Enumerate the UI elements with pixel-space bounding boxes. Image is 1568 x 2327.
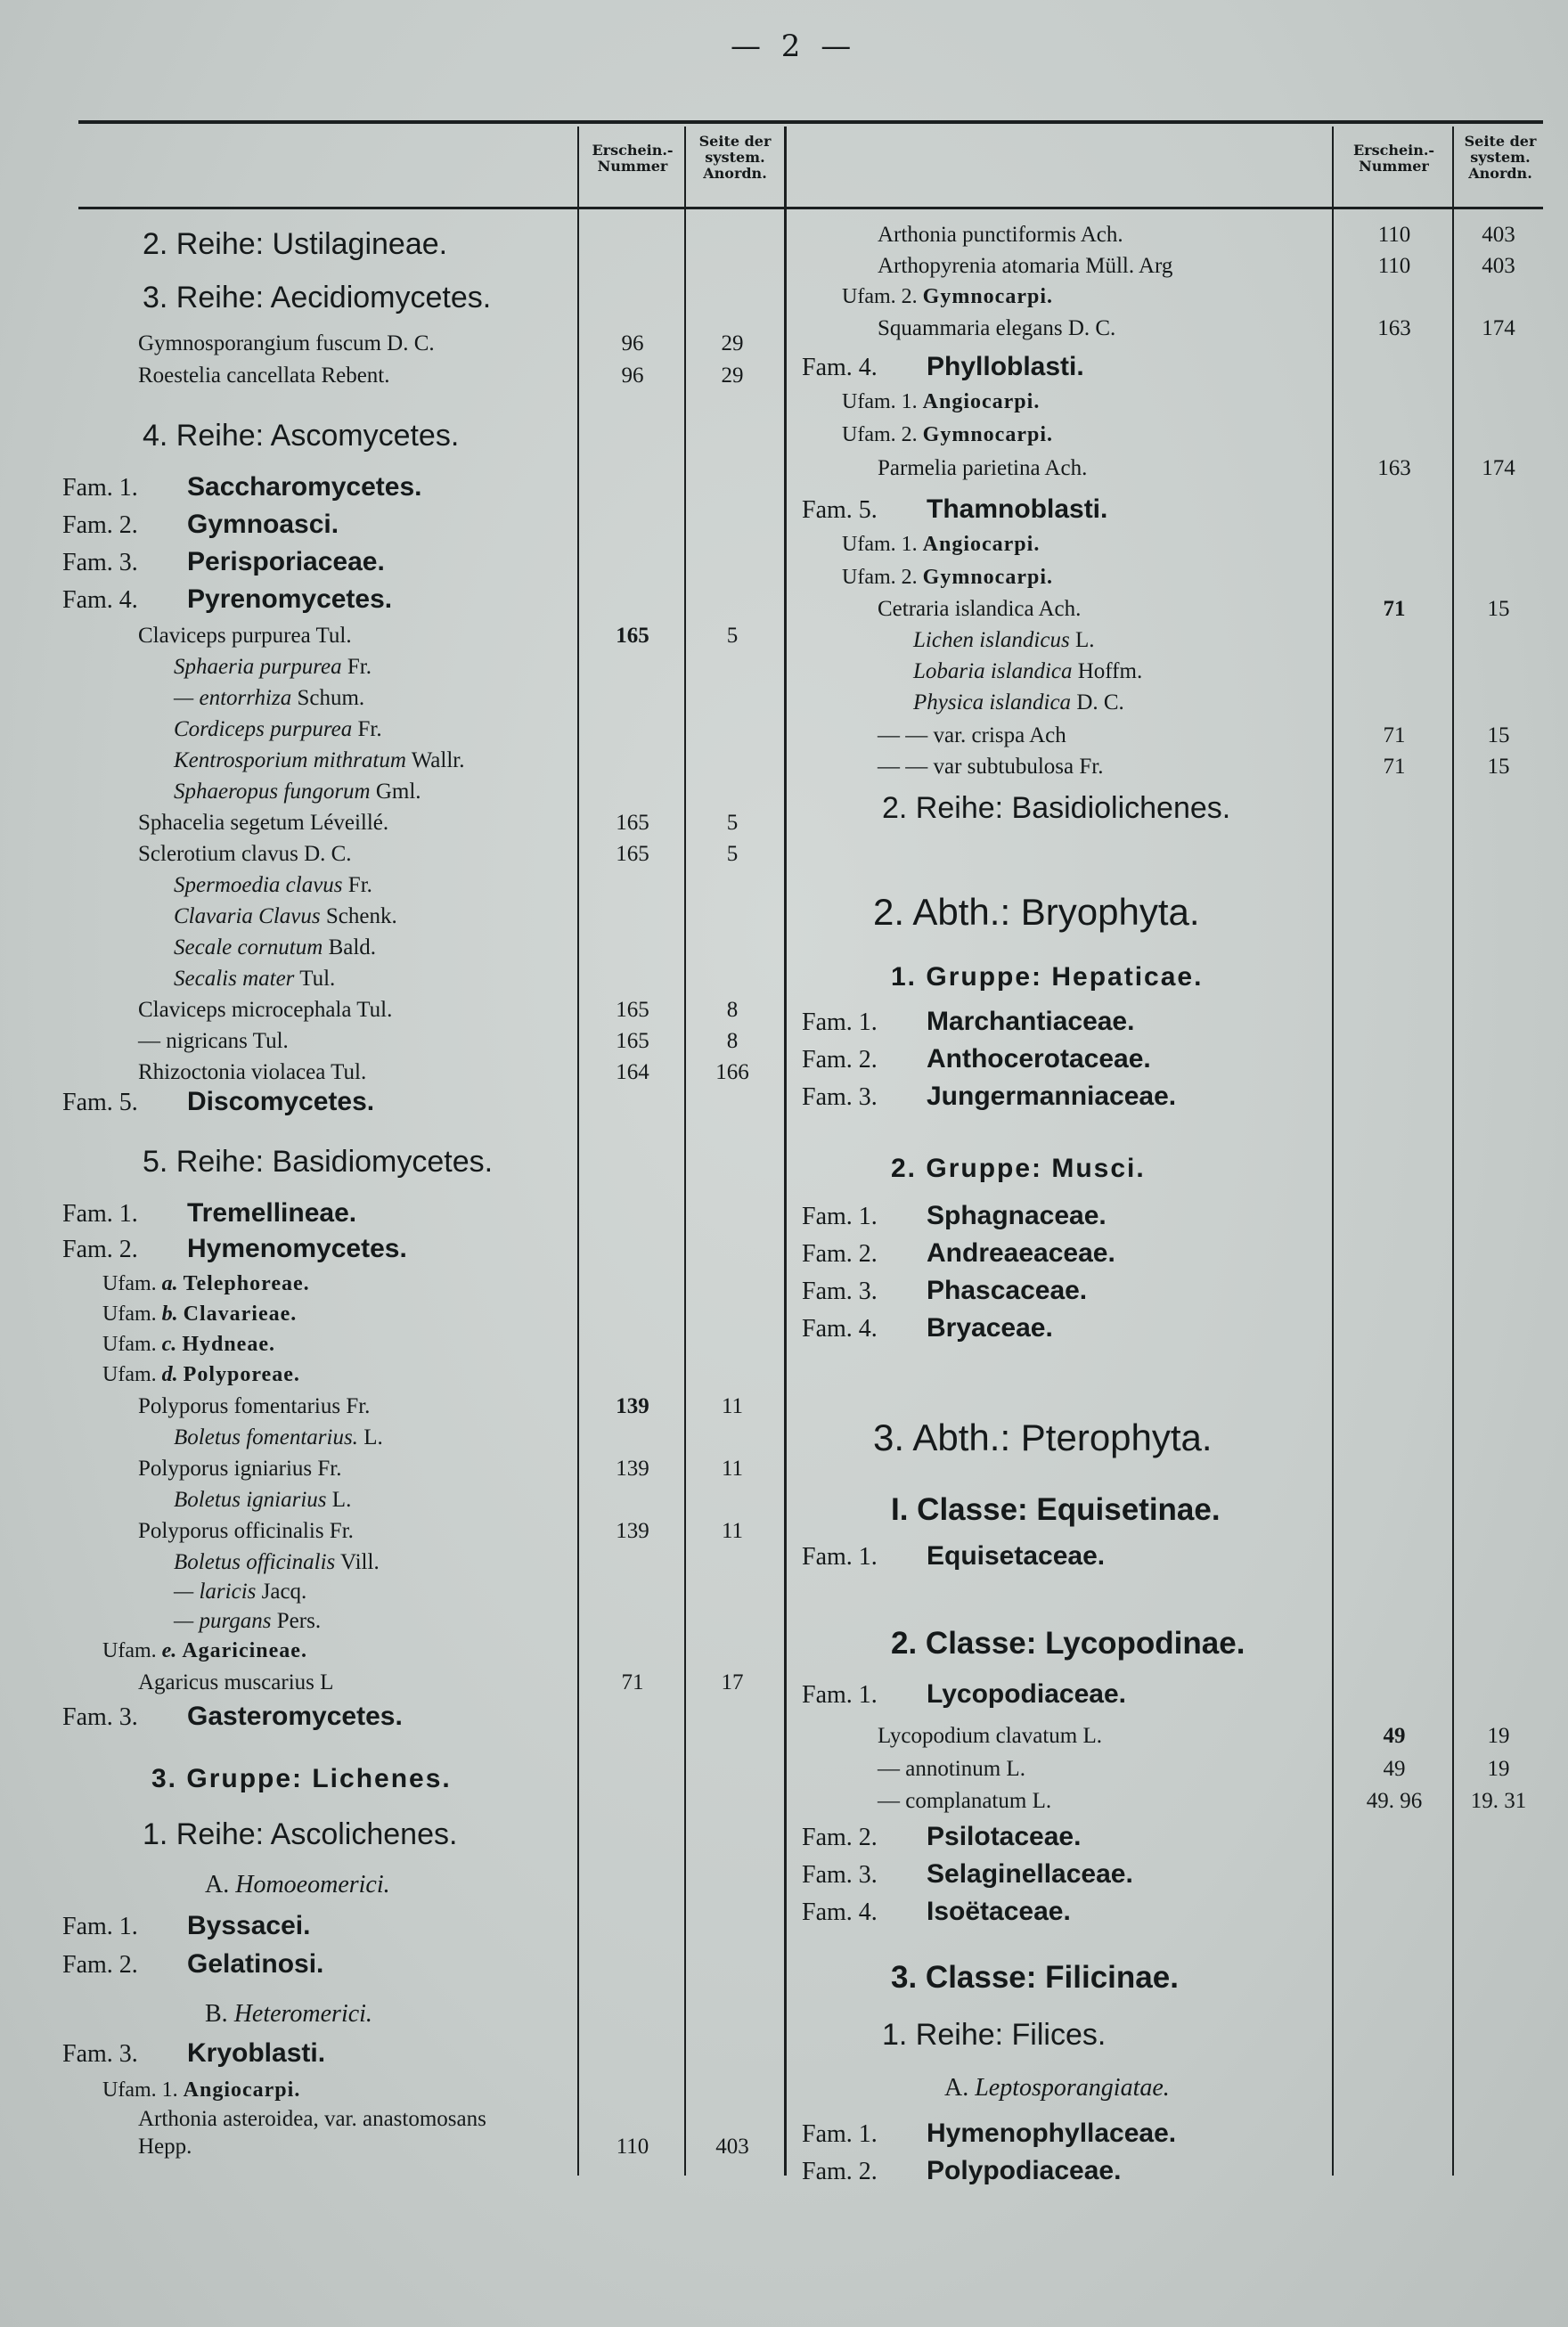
species-entry: Claviceps microcephala Tul.: [138, 998, 393, 1022]
family-name: Gasteromycetes.: [187, 1702, 403, 1731]
subfamily-entry: [842, 566, 1053, 590]
synonym-author: Bald.: [323, 935, 377, 959]
species-entry: — annotinum L.: [878, 1757, 1025, 1781]
synonym-name: Boletus fomentarius.: [174, 1425, 358, 1449]
reihe-heading: 1. Reihe: Filices.: [882, 2018, 1107, 2052]
synonym-name: Cordiceps purpurea: [174, 717, 353, 741]
seite-system-anordnung: 5: [726, 624, 739, 648]
species-entry: Lycopodium clavatum L.: [878, 1724, 1103, 1748]
subfamily-letter: e.: [161, 1639, 183, 1662]
erschein-nummer: 96: [621, 331, 644, 355]
erschein-nummer: 71: [1383, 723, 1406, 747]
synonym-author: Tul.: [294, 967, 336, 991]
species-entry: Sclerotium clavus D. C.: [138, 842, 352, 866]
family-entry: [62, 1949, 323, 1980]
erschein-nummer: 163: [1377, 456, 1411, 480]
col-divider-left-num: [577, 127, 579, 2176]
subfamily-entry: [842, 533, 1040, 557]
family-number: Fam. 1.: [802, 1203, 878, 1230]
reihe-heading: 3. Reihe: Aecidiomycetes.: [143, 281, 492, 314]
synonym-name: Secalis mater: [174, 967, 295, 991]
synonym-entry: [174, 935, 376, 960]
family-name: Bryaceae.: [927, 1313, 1053, 1343]
subfamily-entry: [842, 423, 1053, 447]
synonym-name: Sphaeropus fungorum: [174, 780, 371, 804]
synonym-entry: [174, 1488, 351, 1513]
erschein-nummer: 139: [616, 1394, 649, 1418]
family-number: Fam. 2.: [802, 1824, 878, 1851]
family-number: Fam. 3.: [802, 1083, 878, 1111]
synonym-entry: [174, 1550, 380, 1575]
seite-system-anordnung: 17: [721, 1670, 744, 1694]
page-number: — 2 —: [731, 29, 857, 64]
family-entry: [802, 1082, 1176, 1112]
subfamily-entry: [102, 1333, 275, 1357]
division-name: Homoeomerici.: [235, 1871, 390, 1898]
family-entry: [62, 1702, 403, 1732]
seite-system-anordnung: 403: [1482, 223, 1515, 247]
family-number: Fam. 4.: [802, 1315, 878, 1343]
family-entry: [802, 494, 1107, 525]
synonym-author: Fr.: [352, 717, 382, 741]
synonym-name: Spermoedia clavus: [174, 873, 343, 897]
family-name: Anthocerotaceae.: [927, 1044, 1151, 1074]
erschein-nummer: 165: [616, 1029, 649, 1053]
reihe-heading: 4. Reihe: Ascomycetes.: [143, 419, 460, 453]
synonym-entry: [174, 1580, 306, 1604]
subfamily-entry: [102, 2078, 300, 2102]
family-entry: [802, 352, 1084, 382]
species-entry: Polyporus fomentarius Fr.: [138, 1394, 371, 1418]
species-entry: Arthopyrenia atomaria Müll. Arg: [878, 254, 1173, 278]
synonym-author: Fr.: [342, 873, 372, 897]
synonym-name: Clavaria Clavus: [174, 904, 321, 928]
family-number: Fam. 2.: [802, 1046, 878, 1074]
family-entry: [802, 1679, 1126, 1710]
seite-system-anordnung: 403: [715, 2135, 749, 2159]
seite-system-anordnung: 8: [726, 1029, 739, 1053]
header-erschein-left: Erschein.- Nummer: [592, 142, 674, 175]
family-number: Fam. 4.: [802, 354, 878, 381]
family-name: Pyrenomycetes.: [187, 584, 393, 614]
family-entry: [802, 1201, 1107, 1231]
subfamily-prefix: Ufam.: [102, 1302, 162, 1326]
gruppe-heading: 1. Gruppe: Hepaticae.: [891, 962, 1204, 992]
subfamily-prefix: Ufam. 2.: [842, 423, 923, 446]
family-name: Perisporiaceae.: [187, 547, 385, 576]
reihe-heading: 5. Reihe: Basidiomycetes.: [143, 1145, 494, 1179]
seite-system-anordnung: 29: [721, 363, 744, 388]
classe-heading: 3. Classe: Filicinae.: [891, 1960, 1179, 1995]
seite-system-anordnung: 8: [726, 998, 739, 1022]
family-entry: [62, 472, 422, 502]
family-number: Fam. 1.: [802, 2120, 878, 2148]
erschein-nummer: 71: [1383, 755, 1406, 779]
species-entry: — — var subtubulosa Fr.: [878, 755, 1104, 779]
synonym-name: Lobaria islandica: [913, 659, 1073, 683]
subfamily-letter: b.: [161, 1302, 184, 1326]
synonym-name: Boletus igniarius: [174, 1488, 327, 1512]
abteilung-heading: 3. Abth.: Pterophyta.: [873, 1417, 1213, 1458]
division-heading: [205, 2000, 372, 2029]
family-name: Isoëtaceae.: [927, 1897, 1071, 1926]
seite-system-anordnung: 19. 31: [1470, 1789, 1527, 1813]
synonym-entry: [174, 780, 421, 804]
synonym-entry: [174, 1609, 321, 1634]
synonym-author: L.: [1069, 628, 1095, 652]
family-entry: [62, 584, 392, 615]
erschein-nummer: 71: [621, 1670, 644, 1694]
species-entry: Polyporus igniarius Fr.: [138, 1457, 342, 1481]
synonym-entry: [174, 873, 372, 898]
family-entry: [802, 1044, 1151, 1074]
family-name: Hymenophyllaceae.: [927, 2119, 1177, 2148]
family-entry: [802, 1897, 1071, 1927]
species-entry: Polyporus officinalis Fr.: [138, 1519, 354, 1543]
seite-system-anordnung: 19: [1487, 1757, 1510, 1781]
division-letter: B.: [205, 2000, 234, 2028]
family-number: Fam. 2.: [62, 511, 138, 539]
synonym-author: L.: [357, 1425, 383, 1449]
reihe-heading: 2. Reihe: Ustilagineae.: [143, 227, 448, 261]
synonym-author: Schum.: [291, 686, 365, 710]
family-name: Sphagnaceae.: [927, 1201, 1107, 1230]
erschein-nummer: 139: [616, 1519, 649, 1543]
synonym-author: D. C.: [1071, 690, 1124, 714]
synonym-author: Pers.: [271, 1609, 322, 1633]
family-name: Psilotaceae.: [927, 1822, 1082, 1851]
family-entry: [62, 1234, 407, 1264]
subfamily-prefix: Ufam.: [102, 1639, 162, 1662]
seite-system-anordnung: 5: [726, 842, 739, 866]
subfamily-entry: [102, 1363, 300, 1387]
family-entry: [802, 1238, 1115, 1269]
synonym-name: Boletus officinalis: [174, 1550, 336, 1574]
family-entry: [62, 547, 385, 577]
subfamily-prefix: Ufam.: [102, 1333, 162, 1356]
subfamily-prefix: Ufam. 1.: [102, 2078, 184, 2102]
synonym-name: — entorrhiza: [174, 686, 292, 710]
subfamily-name: Agaricineae.: [182, 1639, 307, 1662]
seite-system-anordnung: 11: [721, 1394, 744, 1418]
species-entry: — nigricans Tul.: [138, 1029, 289, 1053]
division-letter: A.: [944, 2074, 976, 2102]
seite-system-anordnung: 11: [721, 1457, 744, 1481]
col-divider-left-page: [684, 127, 686, 2176]
reihe-heading: 1. Reihe: Ascolichenes.: [143, 1817, 458, 1851]
family-number: Fam. 3.: [62, 2040, 138, 2068]
family-number: Fam. 5.: [62, 1089, 138, 1116]
synonym-name: — laricis: [174, 1580, 257, 1604]
col-divider-right-num: [1332, 127, 1334, 2176]
gruppe-heading: 3. Gruppe: Lichenes.: [151, 1764, 452, 1793]
family-number: Fam. 4.: [62, 586, 138, 614]
family-name: Saccharomycetes.: [187, 472, 422, 502]
subfamily-name: Angiocarpi.: [922, 533, 1041, 556]
species-entry: Sphacelia segetum Léveillé.: [138, 811, 389, 835]
erschein-nummer: 96: [621, 363, 644, 388]
subfamily-letter: d.: [161, 1363, 184, 1386]
family-number: Fam. 5.: [802, 496, 878, 524]
species-entry: Arthonia punctiformis Ach.: [878, 223, 1123, 247]
family-number: Fam. 2.: [62, 1951, 138, 1979]
family-entry: [802, 1822, 1081, 1852]
family-number: Fam. 3.: [802, 1861, 878, 1889]
erschein-nummer: 165: [616, 998, 649, 1022]
subfamily-entry: [102, 1639, 307, 1663]
species-entry: Hepp.: [138, 2135, 192, 2159]
erschein-nummer: 110: [1377, 223, 1411, 247]
subfamily-prefix: Ufam. 2.: [842, 566, 923, 589]
synonym-entry: [174, 967, 335, 992]
species-entry: Arthonia asteroidea, var. anastomosans: [138, 2107, 486, 2131]
subfamily-name: Gymnocarpi.: [922, 566, 1053, 589]
family-name: Gelatinosi.: [187, 1949, 324, 1979]
subfamily-name: Angiocarpi.: [183, 2078, 301, 2102]
synonym-entry: [174, 717, 382, 742]
synonym-name: — purgans: [174, 1609, 272, 1633]
species-entry: Claviceps purpurea Tul.: [138, 624, 352, 648]
header-seite-left: Seite der system. Anordn.: [698, 133, 772, 182]
header-seite-right: Seite der system. Anordn.: [1464, 133, 1537, 182]
species-entry: Gymnosporangium fuscum D. C.: [138, 331, 435, 355]
family-number: Fam. 1.: [802, 1008, 878, 1036]
synonym-name: Secale cornutum: [174, 935, 323, 959]
erschein-nummer: 49: [1383, 1757, 1406, 1781]
subfamily-entry: [102, 1302, 297, 1327]
family-entry: [62, 510, 339, 540]
erschein-nummer: 110: [616, 2135, 649, 2159]
subfamily-name: Gymnocarpi.: [922, 423, 1053, 446]
synonym-name: Kentrosporium mithratum: [174, 748, 406, 772]
classe-heading: I. Classe: Equisetinae.: [891, 1492, 1221, 1527]
division-name: Heteromerici.: [233, 2000, 372, 2028]
synonym-entry: [913, 659, 1142, 684]
family-number: Fam. 1.: [62, 474, 138, 502]
synonym-author: Hoffm.: [1072, 659, 1143, 683]
family-number: Fam. 3.: [62, 549, 138, 576]
subfamily-prefix: Ufam. 1.: [842, 390, 923, 413]
family-name: Hymenomycetes.: [187, 1234, 407, 1263]
subfamily-prefix: Ufam. 1.: [842, 533, 923, 556]
species-entry: Agaricus muscarius L: [138, 1670, 334, 1694]
family-name: Lycopodiaceae.: [927, 1679, 1126, 1709]
synonym-author: Wallr.: [405, 748, 465, 772]
family-number: Fam. 2.: [62, 1236, 138, 1263]
seite-system-anordnung: 15: [1487, 723, 1510, 747]
seite-system-anordnung: 174: [1482, 316, 1515, 340]
family-entry: [62, 1087, 374, 1117]
top-rule: [78, 120, 1543, 124]
header-erschein-right: Erschein.- Nummer: [1352, 142, 1435, 175]
erschein-nummer: 71: [1383, 597, 1406, 621]
subfamily-name: Telephoreae.: [183, 1272, 310, 1295]
erschein-nummer: 49. 96: [1366, 1789, 1423, 1813]
erschein-nummer: 49: [1383, 1724, 1406, 1748]
subfamily-entry: [842, 390, 1040, 414]
family-number: Fam. 3.: [802, 1278, 878, 1305]
family-name: Marchantiaceae.: [927, 1007, 1135, 1036]
erschein-nummer: 139: [616, 1457, 649, 1481]
family-entry: [802, 1276, 1087, 1306]
synonym-name: Lichen islandicus: [913, 628, 1070, 652]
synonym-author: Jacq.: [256, 1580, 307, 1604]
division-letter: A.: [205, 1871, 236, 1898]
family-number: Fam. 1.: [802, 1543, 878, 1571]
synonym-author: Schenk.: [320, 904, 397, 928]
synonym-author: Gml.: [370, 780, 421, 804]
seite-system-anordnung: 15: [1487, 755, 1510, 779]
synonym-entry: [174, 686, 364, 711]
family-entry: [802, 1541, 1105, 1572]
subfamily-prefix: Ufam.: [102, 1363, 162, 1386]
species-entry: Squammaria elegans D. C.: [878, 316, 1116, 340]
family-entry: [802, 2119, 1176, 2149]
species-entry: Rhizoctonia violacea Tul.: [138, 1060, 367, 1084]
synonym-entry: [174, 655, 372, 680]
subfamily-name: Hydneae.: [182, 1333, 275, 1356]
synonym-name: Sphaeria purpurea: [174, 655, 342, 679]
erschein-nummer: 165: [616, 624, 649, 648]
subfamily-name: Clavarieae.: [183, 1302, 298, 1326]
family-number: Fam. 1.: [62, 1913, 138, 1940]
seite-system-anordnung: 15: [1487, 597, 1510, 621]
subfamily-name: Polyporeae.: [183, 1363, 300, 1386]
subfamily-entry: [102, 1272, 310, 1296]
species-entry: Roestelia cancellata Rebent.: [138, 363, 390, 388]
family-number: Fam. 2.: [802, 2158, 878, 2185]
family-name: Equisetaceae.: [927, 1541, 1106, 1571]
synonym-entry: [174, 1425, 383, 1450]
family-name: Phascaceae.: [927, 1276, 1088, 1305]
seite-system-anordnung: 5: [726, 811, 739, 835]
family-name: Selaginellaceae.: [927, 1859, 1133, 1889]
family-number: Fam. 1.: [62, 1200, 138, 1228]
synonym-entry: [913, 690, 1124, 715]
seite-system-anordnung: 174: [1482, 456, 1515, 480]
family-number: Fam. 3.: [62, 1703, 138, 1731]
reihe-heading: 2. Reihe: Basidiolichenes.: [882, 791, 1231, 825]
synonym-author: L.: [326, 1488, 352, 1512]
family-name: Jungermanniaceae.: [927, 1082, 1177, 1111]
subfamily-prefix: Ufam. 2.: [842, 285, 923, 308]
classe-heading: 2. Classe: Lycopodinae.: [891, 1626, 1245, 1661]
subfamily-name: Gymnocarpi.: [922, 285, 1053, 308]
erschein-nummer: 110: [1377, 254, 1411, 278]
seite-system-anordnung: 19: [1487, 1724, 1510, 1748]
erschein-nummer: 164: [616, 1060, 649, 1084]
family-entry: [62, 1911, 310, 1941]
subfamily-entry: [842, 285, 1053, 309]
seite-system-anordnung: 11: [721, 1519, 744, 1543]
family-entry: [62, 2038, 325, 2069]
family-entry: [62, 1198, 356, 1229]
abteilung-heading: 2. Abth.: Bryophyta.: [873, 891, 1200, 933]
erschein-nummer: 163: [1377, 316, 1411, 340]
synonym-entry: [174, 748, 464, 773]
division-heading: [205, 1871, 390, 1899]
family-name: Byssacei.: [187, 1911, 311, 1940]
family-name: Polypodiaceae.: [927, 2156, 1122, 2185]
family-name: Thamnoblasti.: [927, 494, 1108, 524]
seite-system-anordnung: 166: [715, 1060, 749, 1084]
subfamily-name: Angiocarpi.: [922, 390, 1041, 413]
seite-system-anordnung: 403: [1482, 254, 1515, 278]
erschein-nummer: 165: [616, 842, 649, 866]
synonym-author: Fr.: [341, 655, 372, 679]
family-entry: [802, 1007, 1134, 1037]
division-name: Leptosporangiatae.: [975, 2074, 1170, 2102]
col-divider-right-page: [1452, 127, 1454, 2176]
synonym-entry: [174, 904, 397, 929]
synonym-author: Vill.: [335, 1550, 380, 1574]
family-name: Gymnoasci.: [187, 510, 339, 539]
family-name: Phylloblasti.: [927, 352, 1084, 381]
synonym-name: Physica islandica: [913, 690, 1072, 714]
family-number: Fam. 4.: [802, 1898, 878, 1926]
family-name: Tremellineae.: [187, 1198, 357, 1228]
gruppe-heading: 2. Gruppe: Musci.: [891, 1154, 1146, 1183]
seite-system-anordnung: 29: [721, 331, 744, 355]
family-entry: [802, 2156, 1121, 2186]
family-entry: [802, 1859, 1133, 1890]
family-name: Discomycetes.: [187, 1087, 375, 1116]
species-entry: Parmelia parietina Ach.: [878, 456, 1088, 480]
subfamily-letter: a.: [161, 1272, 184, 1295]
species-entry: Cetraria islandica Ach.: [878, 597, 1082, 621]
family-number: Fam. 1.: [802, 1681, 878, 1709]
family-entry: [802, 1313, 1053, 1343]
subfamily-letter: c.: [161, 1333, 183, 1356]
synonym-entry: [913, 628, 1094, 653]
erschein-nummer: 165: [616, 811, 649, 835]
species-entry: — — var. crispa Ach: [878, 723, 1066, 747]
family-number: Fam. 2.: [802, 1240, 878, 1268]
subfamily-prefix: Ufam.: [102, 1272, 162, 1295]
center-divider: [784, 127, 787, 2176]
division-heading: [944, 2074, 1170, 2102]
family-name: Andreaeaceae.: [927, 1238, 1115, 1268]
species-entry: — complanatum L.: [878, 1789, 1052, 1813]
header-rule: [78, 207, 1543, 209]
family-name: Kryoblasti.: [187, 2038, 326, 2068]
